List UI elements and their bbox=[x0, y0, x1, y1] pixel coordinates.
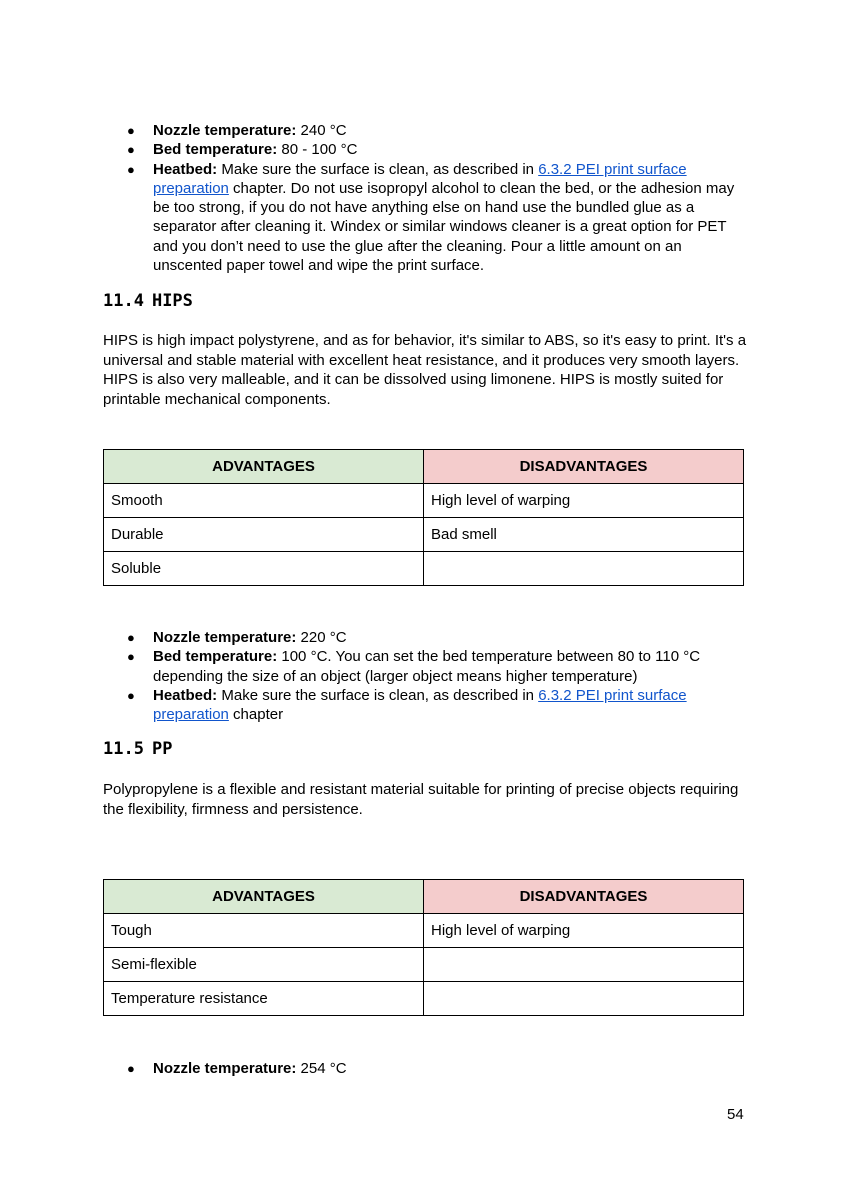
bullet-label: Heatbed: bbox=[153, 160, 218, 178]
section-number: 11.4 bbox=[103, 291, 144, 311]
section-title: PP bbox=[151, 739, 173, 759]
table-cell bbox=[424, 552, 744, 586]
hips-paragraph: HIPS is high impact polystyrene, and as for behavior, it's similar to ABS, so it's easy to print. It's a universal and stable material with excellent heat resistance, and it produces very smooth layers. HIPS is also very malleable, and it can be dissolved using limonene. HIPS is mostly suited for printable mechanical components. bbox=[103, 332, 747, 408]
disadvantages-header: DISADVANTAGES bbox=[424, 450, 744, 484]
pp-paragraph: Polypropylene is a flexible and resistant material suitable for printing of precise objects requiring the flexibility, firmness and persistence. bbox=[103, 781, 739, 818]
table-header-row bbox=[104, 450, 744, 484]
pet-bullet-list bbox=[103, 121, 753, 275]
bullet-text: Make sure the surface is clean, as described in bbox=[217, 686, 539, 704]
bullet-icon: ● bbox=[127, 1061, 135, 1076]
bullet-text: 220 °C bbox=[296, 629, 347, 646]
bullet-text: chapter. Do not use isopropyl alcohol to clean the bed, or the adhesion may be too strong, if you do not have anything else on hand use the bundled glue as a separator after cleaning it. Windex or similar windows cleaner is a great option for PET and you don’t need to use the glue after the cleaning. Pour a little amount on an unscented paper towel and wipe the print surface. bbox=[153, 179, 735, 275]
table-cell: Smooth bbox=[104, 484, 424, 518]
disadvantages-header: DISADVANTAGES bbox=[424, 880, 744, 914]
bullet-text: chapter bbox=[228, 706, 284, 724]
list-item bbox=[103, 686, 753, 725]
pei-surface-link[interactable]: 6.3.2 PEI print surface preparation bbox=[153, 686, 687, 724]
table-cell: Semi-flexible bbox=[104, 948, 424, 982]
list-item bbox=[103, 160, 753, 276]
bullet-text: 100 °C. You can set the bed temperature between 80 to 110 °C depending the size of an object (larger object means higher temperature) bbox=[153, 648, 701, 685]
table-cell bbox=[424, 948, 744, 982]
page-number: 54 bbox=[727, 1106, 744, 1123]
bullet-label: Bed temperature: bbox=[153, 141, 278, 159]
bullet-label: Bed temperature: bbox=[153, 648, 278, 666]
list-item bbox=[103, 628, 753, 647]
bullet-label: Nozzle temperature: bbox=[153, 1060, 297, 1077]
bullet-label: Nozzle temperature: bbox=[153, 629, 297, 646]
pp-bullet-list bbox=[103, 1059, 753, 1078]
table-cell: Soluble bbox=[104, 552, 424, 586]
pei-surface-link[interactable]: 6.3.2 PEI print surface preparation bbox=[153, 160, 687, 197]
advantages-header: ADVANTAGES bbox=[104, 450, 424, 484]
table-row bbox=[104, 484, 744, 518]
table-cell: Durable bbox=[104, 518, 424, 552]
bullet-icon: ● bbox=[127, 649, 135, 665]
list-item bbox=[103, 1059, 753, 1078]
list-item bbox=[103, 121, 753, 140]
table-row bbox=[104, 982, 744, 1016]
table-row bbox=[104, 552, 744, 586]
bullet-label: Heatbed: bbox=[153, 686, 218, 704]
advantages-header: ADVANTAGES bbox=[104, 880, 424, 914]
bullet-icon: ● bbox=[127, 630, 135, 645]
bullet-text: Make sure the surface is clean, as described in bbox=[217, 160, 539, 178]
table-cell: High level of warping bbox=[424, 484, 744, 518]
list-item bbox=[103, 647, 753, 686]
section-number: 11.5 bbox=[103, 739, 144, 759]
table-row bbox=[104, 948, 744, 982]
section-heading-hips bbox=[103, 291, 193, 311]
table-row bbox=[104, 518, 744, 552]
table-cell: Tough bbox=[104, 914, 424, 948]
section-title: HIPS bbox=[151, 291, 193, 311]
section-heading-pp bbox=[103, 739, 172, 759]
pp-comparison-table bbox=[103, 879, 744, 1016]
bullet-icon: ● bbox=[127, 142, 135, 158]
bullet-text: 254 °C bbox=[296, 1060, 347, 1077]
table-row bbox=[104, 914, 744, 948]
bullet-icon: ● bbox=[127, 161, 135, 177]
bullet-icon: ● bbox=[127, 123, 135, 138]
table-cell: Temperature resistance bbox=[104, 982, 424, 1016]
table-cell: High level of warping bbox=[424, 914, 744, 948]
bullet-label: Nozzle temperature: bbox=[153, 122, 297, 139]
hips-bullet-list bbox=[103, 628, 753, 724]
list-item bbox=[103, 140, 753, 159]
bullet-text: 80 - 100 °C bbox=[277, 141, 358, 159]
bullet-text: 240 °C bbox=[296, 122, 347, 139]
bullet-icon: ● bbox=[127, 687, 135, 703]
table-cell: Bad smell bbox=[424, 518, 744, 552]
hips-comparison-table bbox=[103, 449, 744, 586]
table-cell bbox=[424, 982, 744, 1016]
table-header-row bbox=[104, 880, 744, 914]
